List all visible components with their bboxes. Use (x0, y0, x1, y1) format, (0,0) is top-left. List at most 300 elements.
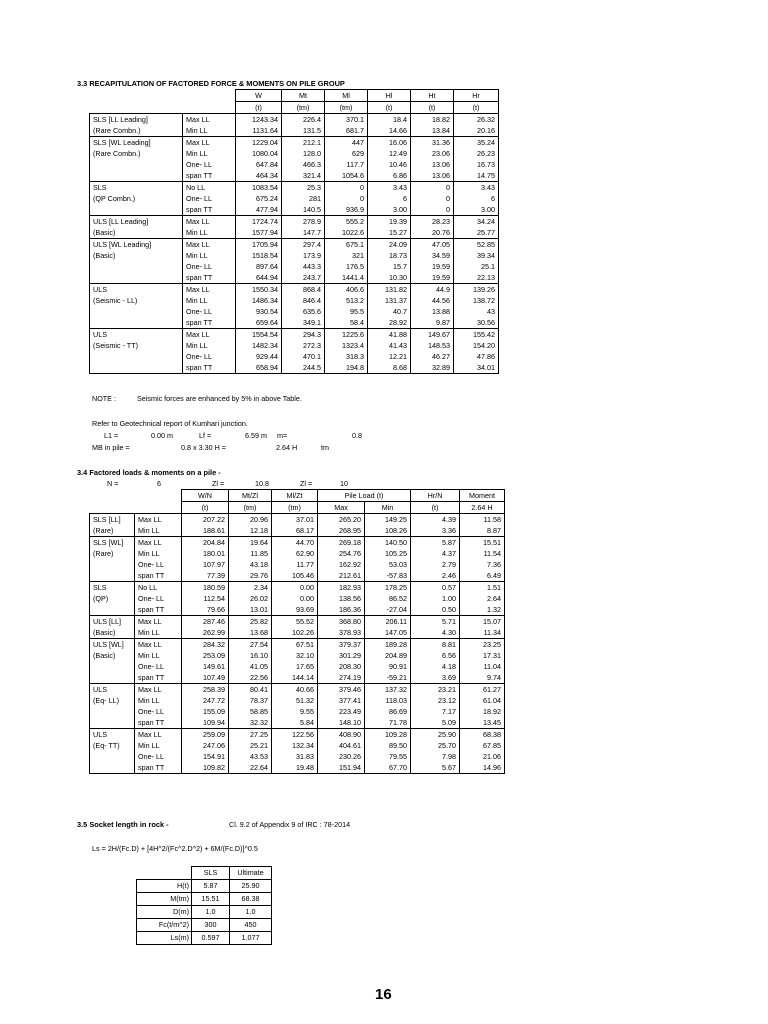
value-cell: 1705.94 (236, 239, 282, 251)
case-label: Min LL (183, 148, 236, 159)
value-cell: 644.94 (236, 272, 282, 284)
value-cell: 247.06 (182, 740, 229, 751)
table-row (90, 216, 499, 228)
ultimate-value: 1.077 (230, 932, 272, 945)
table-row (90, 227, 499, 239)
parameter-label: D(m) (137, 906, 192, 919)
value-cell: 41.43 (368, 340, 411, 351)
zl-label-2: Zl = (300, 479, 313, 488)
table-row (90, 261, 499, 272)
value-cell: 28.23 (411, 216, 454, 228)
combination-label (90, 672, 135, 684)
table-row (90, 717, 505, 729)
value-cell: 25.77 (454, 227, 499, 239)
case-label: Min LL (183, 250, 236, 261)
value-cell: 1054.6 (325, 170, 368, 182)
value-cell: 447 (325, 137, 368, 149)
value-cell: 35.24 (454, 137, 499, 149)
value-cell: 44.56 (411, 295, 454, 306)
table-row (90, 159, 499, 170)
case-label: Max LL (183, 239, 236, 251)
value-cell: 148.53 (411, 340, 454, 351)
value-cell: 53.03 (365, 559, 411, 570)
value-cell: 51.32 (272, 695, 318, 706)
refer-text: Refer to Geotechnical report of Kumhari junction. (92, 419, 248, 428)
case-label: span TT (135, 717, 182, 729)
value-cell: 140.50 (365, 537, 411, 549)
sls-value: 0.597 (192, 932, 230, 945)
value-cell: 16.10 (229, 650, 272, 661)
column-unit: Min (365, 502, 411, 514)
value-cell: 22.64 (229, 762, 272, 774)
value-cell: 5.87 (411, 537, 460, 549)
value-cell: 555.2 (325, 216, 368, 228)
case-label: One- LL (135, 661, 182, 672)
column-header: Ml (325, 90, 368, 102)
value-cell: 7.17 (411, 706, 460, 717)
value-cell: 24.09 (368, 239, 411, 251)
value-cell: 162.92 (318, 559, 365, 570)
blank-cell (90, 490, 182, 502)
value-cell: 11.34 (460, 627, 505, 639)
ultimate-value: 68.38 (230, 893, 272, 906)
value-cell: 262.99 (182, 627, 229, 639)
lf-label: Lf = (199, 431, 212, 440)
value-cell: 77.39 (182, 570, 229, 582)
value-cell: 1518.54 (236, 250, 282, 261)
case-label: No LL (183, 182, 236, 194)
value-cell: 25.1 (454, 261, 499, 272)
value-cell: 1229.04 (236, 137, 282, 149)
column-header: W (236, 90, 282, 102)
table-row (90, 137, 499, 149)
value-cell: 0.00 (272, 593, 318, 604)
value-cell: 513.2 (325, 295, 368, 306)
value-cell: 272.3 (282, 340, 325, 351)
mb-expression: 0.8 x 3.30 H = (181, 443, 226, 452)
value-cell: 1486.34 (236, 295, 282, 306)
value-cell: 25.3 (282, 182, 325, 194)
table-row (90, 295, 499, 306)
value-cell: 13.88 (411, 306, 454, 317)
value-cell: 318.3 (325, 351, 368, 362)
value-cell: 259.09 (182, 729, 229, 741)
value-cell: 25.70 (411, 740, 460, 751)
case-label: span TT (183, 317, 236, 329)
value-cell: 109.82 (182, 762, 229, 774)
value-cell: 18.4 (368, 114, 411, 126)
combination-label: (Rare) (90, 548, 135, 559)
combination-label (90, 272, 183, 284)
table-row (90, 170, 499, 182)
blank-cell (90, 102, 236, 114)
case-label: Min LL (183, 125, 236, 137)
column-header: Hr/N (411, 490, 460, 502)
value-cell: 20.96 (229, 514, 272, 526)
table-row (90, 329, 499, 341)
value-cell: 117.7 (325, 159, 368, 170)
value-cell: 18.82 (411, 114, 454, 126)
column-header: W/N (182, 490, 229, 502)
value-cell: 40.7 (368, 306, 411, 317)
combination-label (90, 170, 183, 182)
value-cell: 281 (282, 193, 325, 204)
case-label: span TT (183, 362, 236, 374)
value-cell: 55.52 (272, 616, 318, 628)
case-label: span TT (135, 672, 182, 684)
value-cell: 3.36 (411, 525, 460, 537)
case-label: Max LL (135, 684, 182, 696)
case-label: Max LL (135, 729, 182, 741)
table-row (90, 317, 499, 329)
value-cell: 89.50 (365, 740, 411, 751)
combination-label: (Basic) (90, 250, 183, 261)
value-cell: 5.84 (272, 717, 318, 729)
table-row (90, 125, 499, 137)
irc-reference: Cl. 9.2 of Appendix 9 of IRC : 78-2014 (229, 820, 351, 829)
column-unit: (tm) (272, 502, 318, 514)
value-cell: 105.46 (272, 570, 318, 582)
column-header: Hl (368, 90, 411, 102)
value-cell: 675.24 (236, 193, 282, 204)
value-cell: 26.23 (454, 148, 499, 159)
combination-label (90, 306, 183, 317)
ultimate-value: 450 (230, 919, 272, 932)
combination-label (90, 604, 135, 616)
value-cell: 25.82 (229, 616, 272, 628)
value-cell: 14.66 (368, 125, 411, 137)
value-cell: 102.26 (272, 627, 318, 639)
value-cell: 379.46 (318, 684, 365, 696)
value-cell: 11.77 (272, 559, 318, 570)
combination-label (90, 559, 135, 570)
value-cell: 176.5 (325, 261, 368, 272)
value-cell: 27.25 (229, 729, 272, 741)
value-cell: 9.87 (411, 317, 454, 329)
case-label: Max LL (135, 514, 182, 526)
value-cell: 13.01 (229, 604, 272, 616)
value-cell: 34.59 (411, 250, 454, 261)
value-cell: 243.7 (282, 272, 325, 284)
value-cell: 118.03 (365, 695, 411, 706)
column-header: Mt/Zl (229, 490, 272, 502)
value-cell: 470.1 (282, 351, 325, 362)
table-row (90, 306, 499, 317)
value-cell: 8.81 (411, 639, 460, 651)
value-cell: 675.1 (325, 239, 368, 251)
page-number: 16 (375, 986, 392, 1003)
value-cell: 86.69 (365, 706, 411, 717)
combination-label: SLS [LL Leading] (90, 114, 183, 126)
table-row (90, 582, 505, 594)
value-cell: 635.6 (282, 306, 325, 317)
value-cell: 247.72 (182, 695, 229, 706)
value-cell: 1441.4 (325, 272, 368, 284)
recap-table (89, 89, 499, 374)
column-header: SLS (192, 867, 230, 880)
case-label: Min LL (183, 227, 236, 239)
value-cell: 19.48 (272, 762, 318, 774)
value-cell: 23.06 (411, 148, 454, 159)
value-cell: 0.50 (411, 604, 460, 616)
value-cell: 18.92 (460, 706, 505, 717)
value-cell: 173.9 (282, 250, 325, 261)
case-label: One- LL (135, 751, 182, 762)
value-cell: 206.11 (365, 616, 411, 628)
value-cell: 95.5 (325, 306, 368, 317)
case-label: One- LL (183, 351, 236, 362)
value-cell: 17.65 (272, 661, 318, 672)
value-cell: 67.70 (365, 762, 411, 774)
value-cell: 321.4 (282, 170, 325, 182)
value-cell: 6 (454, 193, 499, 204)
column-unit: (t) (368, 102, 411, 114)
case-label: One- LL (183, 159, 236, 170)
value-cell: 12.21 (368, 351, 411, 362)
value-cell: 13.45 (460, 717, 505, 729)
table-row (90, 559, 505, 570)
value-cell: 14.75 (454, 170, 499, 182)
table-row (90, 362, 499, 374)
value-cell: 180.01 (182, 548, 229, 559)
value-cell: 3.43 (454, 182, 499, 194)
value-cell: 16.06 (368, 137, 411, 149)
value-cell: 11.54 (460, 548, 505, 559)
table-row (90, 114, 499, 126)
value-cell: 39.34 (454, 250, 499, 261)
table-row (90, 627, 505, 639)
column-unit: 2.64 H (460, 502, 505, 514)
value-cell: 3.00 (454, 204, 499, 216)
value-cell: 0 (411, 182, 454, 194)
value-cell: 377.41 (318, 695, 365, 706)
value-cell: 681.7 (325, 125, 368, 137)
value-cell: 404.61 (318, 740, 365, 751)
table-row (137, 919, 272, 932)
case-label: Max LL (183, 329, 236, 341)
value-cell: 132.34 (272, 740, 318, 751)
value-cell: 137.32 (365, 684, 411, 696)
value-cell: 131.5 (282, 125, 325, 137)
value-cell: 71.78 (365, 717, 411, 729)
table-row (90, 525, 505, 537)
value-cell: 140.5 (282, 204, 325, 216)
value-cell: 149.61 (182, 661, 229, 672)
l1-value: 0.00 m (151, 431, 173, 440)
note-label: NOTE : (92, 394, 116, 403)
value-cell: 13.06 (411, 159, 454, 170)
value-cell: 149.67 (411, 329, 454, 341)
value-cell: 936.9 (325, 204, 368, 216)
value-cell: 25.21 (229, 740, 272, 751)
column-unit: (t) (454, 102, 499, 114)
n-label: N = (107, 479, 119, 488)
value-cell: 15.7 (368, 261, 411, 272)
case-label: Max LL (183, 284, 236, 296)
value-cell: 897.64 (236, 261, 282, 272)
value-cell: 154.20 (454, 340, 499, 351)
value-cell: 155.09 (182, 706, 229, 717)
value-cell: 368.80 (318, 616, 365, 628)
combination-label (90, 159, 183, 170)
table-row (90, 272, 499, 284)
value-cell: 41.05 (229, 661, 272, 672)
column-unit: (t) (411, 502, 460, 514)
value-cell: 1323.4 (325, 340, 368, 351)
value-cell: 204.84 (182, 537, 229, 549)
ultimate-value: 25.90 (230, 880, 272, 893)
value-cell: 32.10 (272, 650, 318, 661)
value-cell: 61.27 (460, 684, 505, 696)
case-label: Max LL (183, 114, 236, 126)
value-cell: 0 (325, 182, 368, 194)
value-cell: 19.59 (411, 261, 454, 272)
table-row (137, 932, 272, 945)
value-cell: 105.25 (365, 548, 411, 559)
value-cell: 80.41 (229, 684, 272, 696)
value-cell: 107.97 (182, 559, 229, 570)
parameter-label: H(t) (137, 880, 192, 893)
table-row (90, 340, 499, 351)
table-row (137, 880, 272, 893)
value-cell: 1022.6 (325, 227, 368, 239)
value-cell: 182.93 (318, 582, 365, 594)
value-cell: 208.30 (318, 661, 365, 672)
value-cell: 1083.54 (236, 182, 282, 194)
value-cell: 16.73 (454, 159, 499, 170)
sls-value: 15.51 (192, 893, 230, 906)
value-cell: 4.37 (411, 548, 460, 559)
combination-label (90, 351, 183, 362)
value-cell: 269.18 (318, 537, 365, 549)
zl-value-2: 10 (340, 479, 348, 488)
combination-label: SLS [WL] (90, 537, 135, 549)
sls-value: 300 (192, 919, 230, 932)
value-cell: 79.55 (365, 751, 411, 762)
value-cell: 13.06 (411, 170, 454, 182)
value-cell: 1550.34 (236, 284, 282, 296)
combination-label: ULS (90, 729, 135, 741)
value-cell: 148.10 (318, 717, 365, 729)
value-cell: 268.95 (318, 525, 365, 537)
combination-label (90, 762, 135, 774)
column-unit: (t) (236, 102, 282, 114)
value-cell: 19.59 (411, 272, 454, 284)
column-unit: (tm) (229, 502, 272, 514)
value-cell: 68.17 (272, 525, 318, 537)
section-3-4-title: 3.4 Factored loads & moments on a pile - (77, 468, 221, 477)
value-cell: 254.76 (318, 548, 365, 559)
value-cell: 1080.04 (236, 148, 282, 159)
value-cell: 37.01 (272, 514, 318, 526)
value-cell: 62.90 (272, 548, 318, 559)
value-cell: 253.09 (182, 650, 229, 661)
combination-label: (Basic) (90, 650, 135, 661)
value-cell: 109.94 (182, 717, 229, 729)
value-cell: 149.25 (365, 514, 411, 526)
value-cell: 43.18 (229, 559, 272, 570)
value-cell: 58.85 (229, 706, 272, 717)
value-cell: 41.88 (368, 329, 411, 341)
table-row (90, 148, 499, 159)
value-cell: 284.32 (182, 639, 229, 651)
table-row (90, 684, 505, 696)
value-cell: 151.94 (318, 762, 365, 774)
table-row (90, 593, 505, 604)
value-cell: 7.36 (460, 559, 505, 570)
case-label: Min LL (135, 525, 182, 537)
column-header: Moment (460, 490, 505, 502)
value-cell: 23.21 (411, 684, 460, 696)
value-cell: 25.90 (411, 729, 460, 741)
value-cell: 3.69 (411, 672, 460, 684)
case-label: span TT (183, 272, 236, 284)
value-cell: 0 (325, 193, 368, 204)
value-cell: 147.05 (365, 627, 411, 639)
value-cell: 301.29 (318, 650, 365, 661)
value-cell: 868.4 (282, 284, 325, 296)
value-cell: 5.09 (411, 717, 460, 729)
value-cell: 14.96 (460, 762, 505, 774)
value-cell: 138.72 (454, 295, 499, 306)
value-cell: 464.34 (236, 170, 282, 182)
parameter-label: Ls(m) (137, 932, 192, 945)
value-cell: 40.66 (272, 684, 318, 696)
value-cell: 294.3 (282, 329, 325, 341)
table-row (90, 250, 499, 261)
mb-value: 2.64 H (276, 443, 298, 452)
case-label: span TT (135, 762, 182, 774)
column-unit: (tm) (282, 102, 325, 114)
case-label: Max LL (183, 137, 236, 149)
value-cell: 155.42 (454, 329, 499, 341)
section-3-5-title: 3.5 Socket length in rock - (77, 820, 169, 829)
column-header: Ultimate (230, 867, 272, 880)
value-cell: 194.8 (325, 362, 368, 374)
combination-label: (Eq- TT) (90, 740, 135, 751)
value-cell: 107.49 (182, 672, 229, 684)
value-cell: 5.71 (411, 616, 460, 628)
value-cell: 11.58 (460, 514, 505, 526)
case-label: Min LL (135, 740, 182, 751)
value-cell: 44.9 (411, 284, 454, 296)
value-cell: 22.56 (229, 672, 272, 684)
value-cell: 207.22 (182, 514, 229, 526)
value-cell: 1225.6 (325, 329, 368, 341)
socket-length-table (136, 866, 272, 945)
case-label: One- LL (135, 593, 182, 604)
combination-label: SLS [LL] (90, 514, 135, 526)
combination-label: (Seismic - LL) (90, 295, 183, 306)
value-cell: 1.00 (411, 593, 460, 604)
value-cell: 13.68 (229, 627, 272, 639)
value-cell: 8.87 (460, 525, 505, 537)
combination-label: ULS (90, 684, 135, 696)
combination-label: SLS (90, 182, 183, 194)
value-cell: 78.37 (229, 695, 272, 706)
combination-label: SLS [WL Leading] (90, 137, 183, 149)
combination-label (90, 204, 183, 216)
value-cell: 297.4 (282, 239, 325, 251)
case-label: span TT (135, 570, 182, 582)
value-cell: 12.18 (229, 525, 272, 537)
value-cell: 32.89 (411, 362, 454, 374)
value-cell: 23.25 (460, 639, 505, 651)
value-cell: 1724.74 (236, 216, 282, 228)
table-row (90, 672, 505, 684)
value-cell: 4.18 (411, 661, 460, 672)
value-cell: 3.43 (368, 182, 411, 194)
